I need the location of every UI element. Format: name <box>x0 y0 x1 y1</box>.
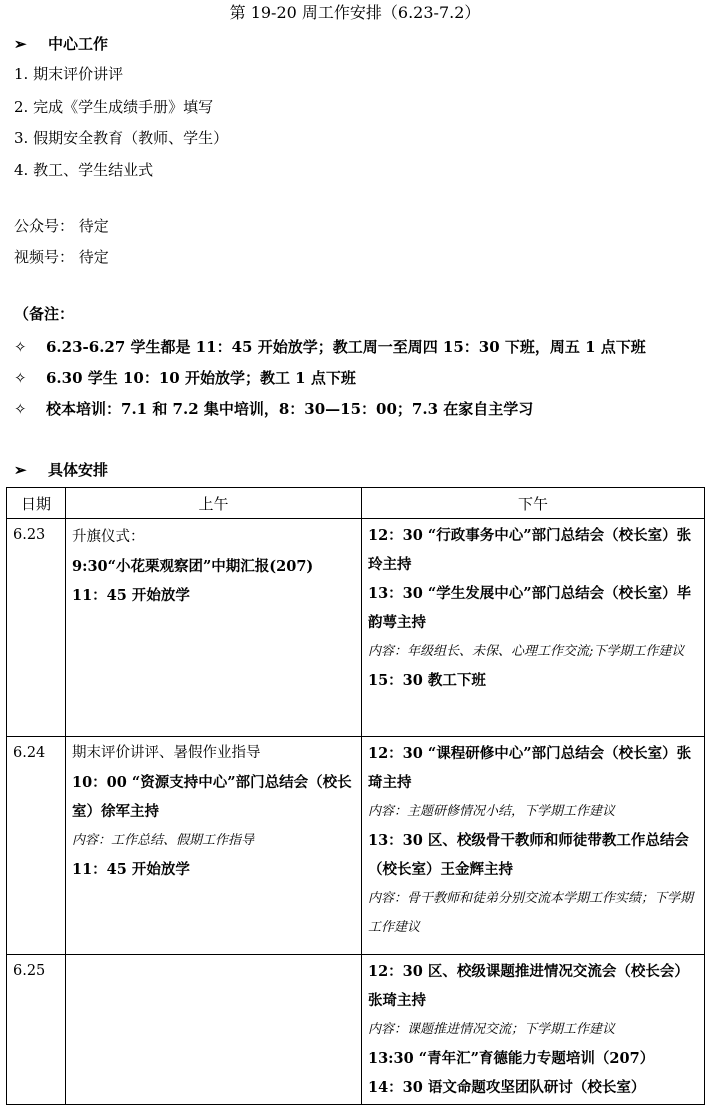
pm-note: 内容：年级组长、未保、心理工作交流;下学期工作建议 <box>368 644 685 659</box>
am-cell <box>66 955 362 1105</box>
center-work-item: 3. 假期安全教育（教师、学生） <box>14 129 229 147</box>
arrow-bullet-icon: ➢ <box>14 461 27 479</box>
date-cell: 6.23 <box>7 519 66 737</box>
pm-cell <box>362 737 705 955</box>
am-line: 期末评价讲评、暑假作业指导 <box>72 745 261 761</box>
pm-line: 12：30 “课程研修中心”部门总结会（校长室）张琦主持 <box>368 745 692 791</box>
diamond-bullet-icon: ✧ <box>14 338 27 356</box>
table-row <box>7 955 705 1105</box>
media-value: 待定 <box>78 248 109 266</box>
header-date: 日期 <box>7 488 66 519</box>
am-line: 9:30“小花栗观察团”中期汇报(207) <box>72 558 314 575</box>
pm-cell <box>362 955 705 1105</box>
pm-line: 12：30 “行政事务中心”部门总结会（校长室）张玲主持 <box>368 527 692 573</box>
remark-item: ✧ 6.23-6.27 学生都是 11：45 开始放学；教工周一至周四 15：30 下班，周五 1 点下班 <box>14 338 646 356</box>
media-label: 公众号： <box>14 217 75 235</box>
pm-note: 内容：骨干教师和徒弟分别交流本学期工作实绩；下学期工作建议 <box>368 891 694 935</box>
center-work-item: 2. 完成《学生成绩手册》填写 <box>14 98 214 116</box>
pm-line: 13：30 “学生发展中心”部门总结会（校长室）毕韵萼主持 <box>368 585 692 631</box>
header-pm: 下午 <box>362 488 705 519</box>
pm-line: 13：30 区、校级骨干教师和师徒带教工作总结会（校长室）王金辉主持 <box>368 832 689 878</box>
center-work-item: 4. 教工、学生结业式 <box>14 161 154 179</box>
center-work-heading: ➢ 中心工作 <box>14 35 109 53</box>
page-title: 第 19-20 周工作安排（6.23-7.2） <box>229 3 481 22</box>
diamond-bullet-icon: ✧ <box>14 400 27 418</box>
media-video <box>14 247 109 267</box>
center-work-item: 1. 期末评价讲评 <box>14 65 124 83</box>
am-cell <box>66 737 362 955</box>
pm-cell <box>362 519 705 737</box>
am-line: 10：00 “资源支持中心”部门总结会（校长室）徐军主持 <box>72 774 352 820</box>
table-header-row <box>7 488 705 519</box>
pm-line: 14：30 语文命题攻坚团队研讨（校长室） <box>368 1079 646 1096</box>
table-row <box>7 519 705 737</box>
pm-note: 内容：课题推进情况交流；下学期工作建议 <box>368 1022 616 1037</box>
pm-line: 12：30 区、校级课题推进情况交流会（校长会）张琦主持 <box>368 963 689 1009</box>
pm-line: 13:30 “青年汇”育德能力专题培训（207） <box>368 1050 655 1067</box>
header-am: 上午 <box>66 488 362 519</box>
remark-item: ✧ 6.30 学生 10：10 开始放学；教工 1 点下班 <box>14 369 356 387</box>
arrow-bullet-icon: ➢ <box>14 35 27 53</box>
remark-item: ✧ 校本培训：7.1 和 7.2 集中培训，8：30—15：00；7.3 在家自主学习 <box>14 400 534 418</box>
am-line: 升旗仪式： <box>72 529 145 545</box>
table-row <box>7 737 705 955</box>
pm-line: 15：30 教工下班 <box>368 672 486 689</box>
am-line: 11：45 开始放学 <box>72 587 190 604</box>
date-cell: 6.24 <box>7 737 66 955</box>
date-cell: 6.25 <box>7 955 66 1105</box>
schedule-table <box>6 487 705 1105</box>
pm-note: 内容：主题研修情况小结，下学期工作建议 <box>368 804 616 819</box>
diamond-bullet-icon: ✧ <box>14 369 27 387</box>
media-wechat <box>14 216 109 236</box>
media-value: 待定 <box>78 217 109 235</box>
am-cell <box>66 519 362 737</box>
media-label: 视频号： <box>14 248 75 266</box>
schedule-heading: ➢ 具体安排 <box>14 461 109 479</box>
am-note: 内容：工作总结、假期工作指导 <box>72 833 255 848</box>
remarks-heading: （备注： <box>14 305 75 323</box>
am-line: 11：45 开始放学 <box>72 861 190 878</box>
